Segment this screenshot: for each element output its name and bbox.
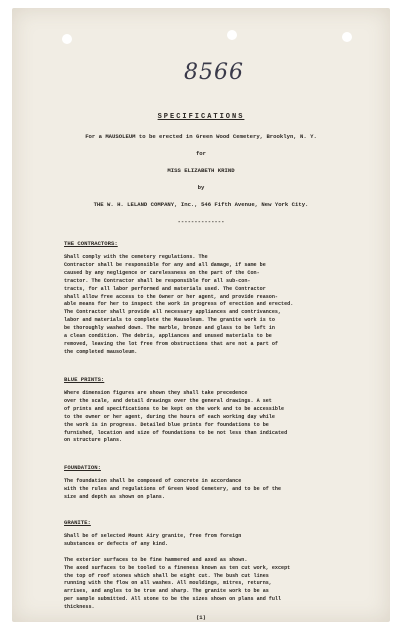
section-body: Where dimension figures are shown they shall take precedence over the scale, and detail drawings over the general drawings. A set of prints and specifications to be kept on the work and to be accessible to the owner or her agent, during the hours of each working day while the work is in progress. Detailed blue prints for foundations to be furnished, location and size of foundations to be not less than indicated on structure plans.	[64, 390, 288, 444]
section-heading: GRANITE:	[64, 519, 91, 526]
section-heading: FOUNDATION:	[64, 464, 101, 471]
punch-hole	[342, 32, 352, 42]
section-granite	[64, 519, 360, 612]
header-line: THE W. H. LELAND COMPANY, Inc., 546 Fifth Avenue, New York City.	[93, 201, 309, 208]
document-title: SPECIFICATIONS	[157, 113, 245, 121]
punch-hole	[62, 34, 72, 44]
section-blue-prints	[64, 376, 360, 445]
header-line: MISS ELIZABETH KRIND	[167, 167, 235, 174]
punch-hole	[227, 30, 237, 40]
section-body: The foundation shall be composed of concrete in accordance with the rules and regulations of Green Wood Cemetery, and to be of the size and depth as shown on plans.	[64, 478, 282, 500]
header-separator: --------------	[177, 218, 225, 225]
header-line: for	[195, 150, 207, 157]
header-line: by	[197, 184, 205, 191]
document-number: 8566	[184, 60, 244, 85]
document-page	[12, 8, 390, 622]
section-foundation	[64, 464, 360, 502]
section-body: Shall be of selected Mount Airy granite, free from foreign substances or defects of any kind. The exterior surfaces to be fine hammered and axed as shown. The axed surfaces to be tooled to a fineness known as ten cut work, except the top of roof stones which shall be eight cut. The bush cut lines running with the flow on all washes. All mouldings, mitres, returns, arrises, and angles to be true and sharp. The granite work to be as per sample submitted. All stone to be the sizes shown on plans and full thickness.	[64, 533, 291, 611]
section-heading: BLUE PRINTS:	[64, 376, 105, 383]
section-body: Shall comply with the cemetery regulations. The Contractor shall be responsible for any and all damage, if same be caused by any negligence or carelessness on the part of the Con- tractor. The Contractor shall be responsible for all sub-con- tracts, for all labor performed and materials used. The Contractor shall allow free access to the Owner or her agent, and provide reason- able means for her to inspect the work in progress of erection and erected. The Contractor shall provide all necessary appliances and contrivances, labor and materials to complete the Mausoleum. The granite work is to be thoroughly washed down. The marble, bronze and glass to be left in a clean condition. The debris, appliances and unused materials to be removed, leaving the lot free from obstructions that are not a part of the completed mausoleum.	[64, 254, 294, 355]
section-contractors	[64, 240, 360, 357]
section-heading: THE CONTRACTORS:	[64, 240, 118, 247]
header-line: For a MAUSOLEUM to be erected in Green Wood Cemetery, Brooklyn, N. Y.	[85, 133, 317, 140]
page-number: (1)	[195, 614, 207, 621]
